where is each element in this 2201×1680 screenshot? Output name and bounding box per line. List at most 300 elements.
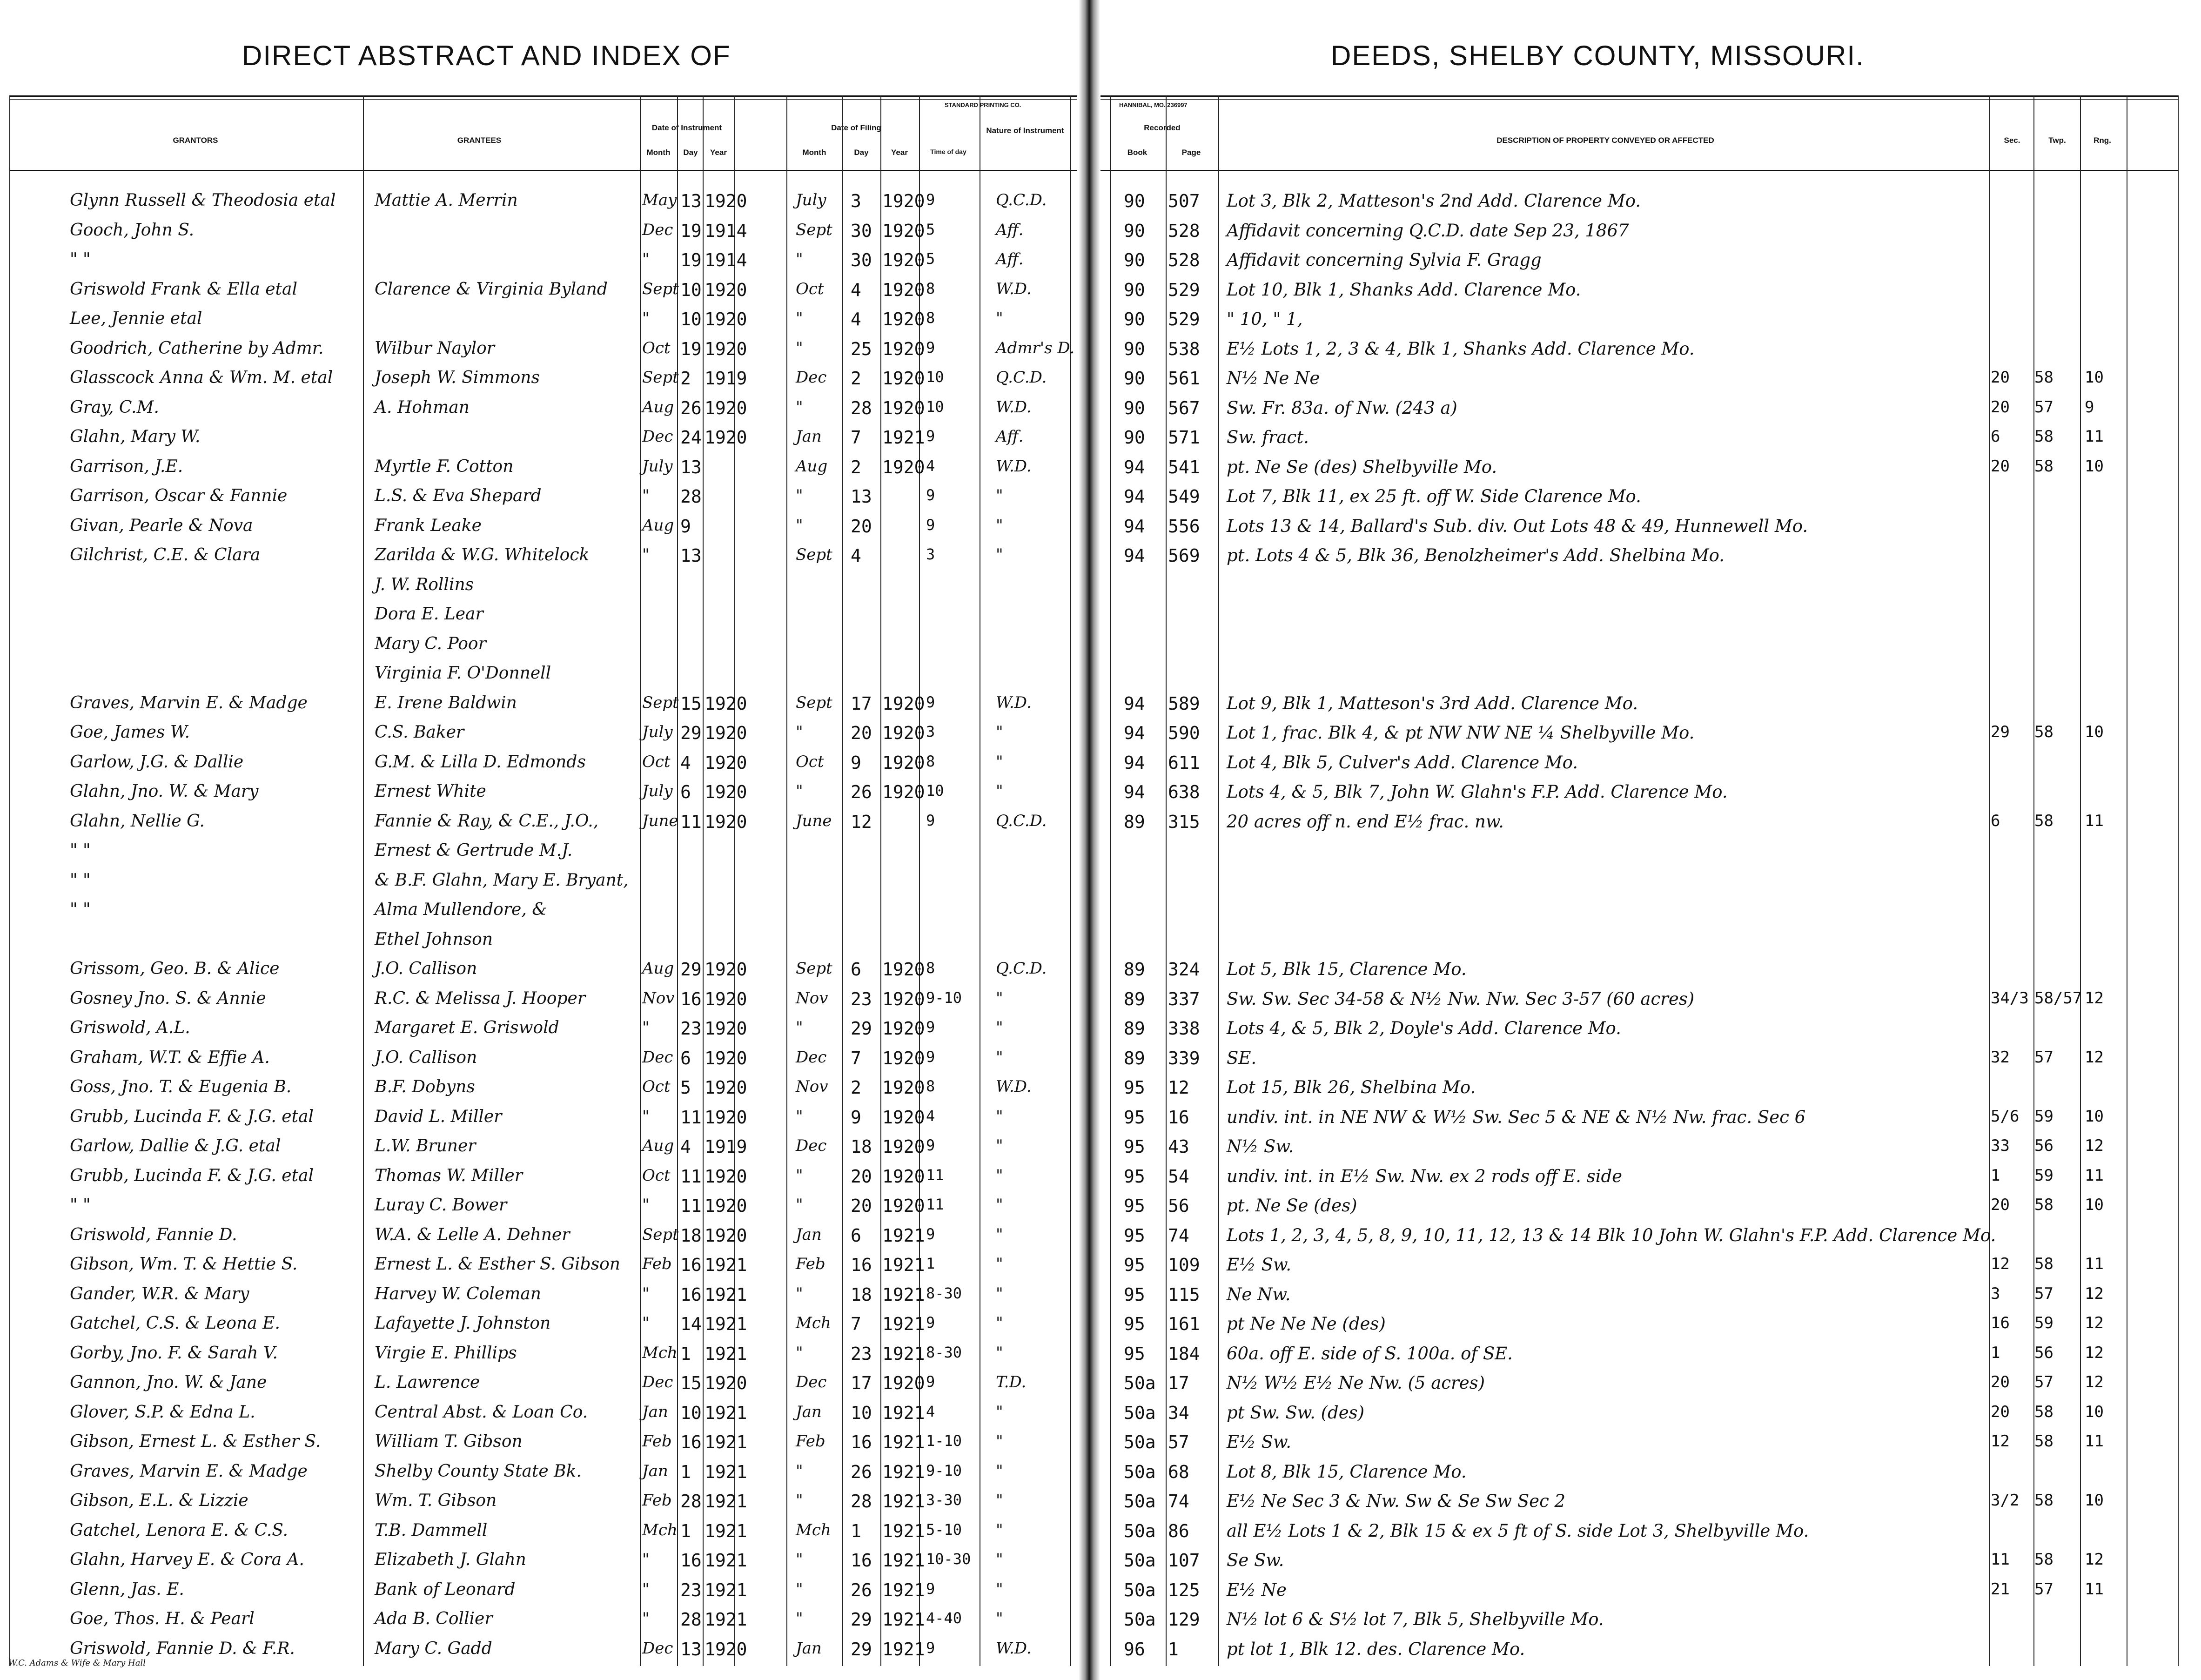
instrument-year-cell: 1920: [705, 427, 747, 448]
grantor-cell: Graves, Marvin E. & Madge: [70, 693, 308, 712]
header-page: Page: [1181, 148, 1201, 157]
filing-year-cell: 1921: [882, 1255, 925, 1275]
grantee-cell: Central Abst. & Loan Co.: [375, 1402, 588, 1422]
grantor-cell: Graves, Marvin E. & Madge: [70, 1461, 308, 1481]
book-cell: 94: [1124, 457, 1145, 477]
grantor-cell: Gorby, Jno. F. & Sarah V.: [70, 1343, 278, 1363]
instrument-day-cell: 16: [680, 1255, 702, 1275]
nature-cell: ": [996, 1255, 1003, 1273]
instrument-month-cell: ": [642, 309, 650, 328]
instrument-day-cell: 10: [680, 279, 702, 300]
twp-cell: 58: [2034, 457, 2053, 476]
filing-year-cell: 1920: [882, 309, 925, 329]
twp-cell: 57: [2034, 1048, 2053, 1067]
twp-cell: 56: [2034, 1343, 2053, 1362]
book-cell: 94: [1124, 752, 1145, 773]
instrument-year-cell: 1921: [705, 1550, 747, 1571]
nature-cell: ": [996, 309, 1003, 328]
page-cell: 315: [1168, 811, 1200, 832]
grantor-cell: Grissom, Geo. B. & Alice: [70, 959, 280, 978]
instrument-year-cell: 1921: [705, 1314, 747, 1334]
book-cell: 94: [1124, 782, 1145, 802]
filing-time-cell: 4: [926, 457, 935, 475]
instrument-day-cell: 13: [680, 191, 702, 211]
instrument-day-cell: 19: [680, 250, 702, 270]
nature-cell: ": [996, 1432, 1003, 1451]
grantor-cell: Grubb, Lucinda F. & J.G. etal: [70, 1107, 314, 1126]
description-cell: Sw. Sw. Sec 34-58 & N½ Nw. Nw. Sec 3-57 (60 acres): [1227, 988, 1695, 1009]
grantee-cell: Ernest & Gertrude M.J.: [375, 841, 573, 860]
book-cell: 90: [1124, 427, 1145, 448]
filing-time-cell: 9: [926, 811, 935, 829]
filing-day-cell: 6: [851, 1225, 861, 1246]
page-cell: 589: [1168, 693, 1200, 714]
filing-day-cell: 26: [851, 1579, 872, 1600]
grantee-cell: Frank Leake: [375, 516, 482, 535]
nature-cell: ": [996, 1579, 1003, 1599]
grantee-cell: Luray C. Bower: [375, 1196, 507, 1215]
header-rule-bottom-left: [9, 170, 1077, 171]
grantee-cell: Virginia F. O'Donnell: [375, 664, 551, 683]
instrument-day-cell: 24: [680, 427, 702, 448]
grantor-cell: Glahn, Jno. W. & Mary: [70, 782, 259, 801]
twp-cell: 56: [2034, 1136, 2053, 1155]
nature-cell: Q.C.D.: [996, 368, 1047, 387]
grantor-cell: Gatchel, Lenora E. & C.S.: [70, 1520, 289, 1540]
instrument-year-cell: 1920: [705, 752, 747, 773]
nature-cell: Q.C.D.: [996, 811, 1047, 830]
nature-cell: ": [996, 1609, 1003, 1628]
description-cell: E½ Sw.: [1227, 1432, 1292, 1452]
description-cell: Ne Nw.: [1227, 1284, 1291, 1304]
header-description: DESCRIPTION OF PROPERTY CONVEYED OR AFFECTED: [1496, 136, 1714, 145]
filing-day-cell: 23: [851, 1343, 872, 1364]
instrument-year-cell: 1920: [705, 1196, 747, 1216]
instrument-day-cell: 13: [680, 457, 702, 477]
book-cell: 89: [1124, 1018, 1145, 1039]
instrument-day-cell: 16: [680, 1284, 702, 1305]
filing-month-cell: ": [796, 1609, 803, 1628]
grantor-cell: Garlow, J.G. & Dallie: [70, 752, 244, 772]
description-cell: Lot 1, frac. Blk 4, & pt NW NW NE ¼ Shelbyville Mo.: [1227, 723, 1695, 743]
twp-cell: 58/57: [2034, 988, 2082, 1008]
instrument-day-cell: 15: [680, 1373, 702, 1393]
filing-time-cell: 10: [926, 368, 944, 386]
rng-cell: 11: [2085, 427, 2104, 446]
printer-imprint-right: HANNIBAL, MO. 236997: [1119, 101, 1188, 108]
instrument-month-cell: Feb: [642, 1432, 672, 1451]
instrument-year-cell: 1921: [705, 1579, 747, 1600]
instrument-month-cell: May: [642, 191, 677, 209]
filing-day-cell: 18: [851, 1284, 872, 1305]
nature-cell: W.D.: [996, 279, 1032, 298]
twp-cell: 58: [2034, 1402, 2053, 1421]
rng-cell: 12: [2085, 1284, 2104, 1303]
instrument-month-cell: ": [642, 1550, 650, 1569]
grantee-cell: C.S. Baker: [375, 723, 464, 742]
instrument-year-cell: 1920: [705, 693, 747, 714]
grantor-cell: Gibson, Ernest L. & Esther S.: [70, 1432, 321, 1451]
nature-cell: ": [996, 988, 1003, 1008]
filing-month-cell: ": [796, 1491, 803, 1510]
instrument-year-cell: 1920: [705, 1107, 747, 1128]
filing-month-cell: ": [796, 1343, 803, 1362]
description-cell: undiv. int. in E½ Sw. Nw. ex 2 rods off E. side: [1227, 1166, 1623, 1186]
instrument-month-cell: Oct: [642, 752, 671, 771]
column-divider: [1110, 95, 1111, 1666]
grantor-cell: Gilchrist, C.E. & Clara: [70, 545, 261, 564]
nature-cell: ": [996, 1461, 1003, 1480]
book-cell: 95: [1124, 1136, 1145, 1157]
grantor-cell: Gatchel, C.S. & Leona E.: [70, 1314, 280, 1333]
description-cell: Lot 7, Blk 11, ex 25 ft. off W. Side Clarence Mo.: [1227, 486, 1641, 506]
filing-time-cell: 1: [926, 1255, 935, 1272]
grantee-cell: Bank of Leonard: [375, 1579, 516, 1599]
grantee-cell: William T. Gibson: [375, 1432, 523, 1451]
nature-cell: ": [996, 1402, 1003, 1421]
instrument-year-cell: 1920: [705, 811, 747, 832]
nature-cell: ": [996, 1225, 1003, 1244]
description-cell: pt Ne Ne Ne (des): [1227, 1314, 1386, 1334]
instrument-day-cell: 10: [680, 309, 702, 329]
filing-time-cell: 8: [926, 959, 935, 977]
rng-cell: 10: [2085, 1196, 2104, 1214]
twp-cell: 58: [2034, 811, 2053, 830]
page-cell: 56: [1168, 1196, 1189, 1216]
filing-day-cell: 30: [851, 250, 872, 270]
grantee-cell: Clarence & Virginia Byland: [375, 279, 608, 299]
grantor-cell: Goodrich, Catherine by Admr.: [70, 338, 324, 358]
sec-cell: 12: [1991, 1432, 2010, 1451]
filing-day-cell: 16: [851, 1550, 872, 1571]
column-divider: [880, 95, 881, 1666]
grantee-cell: L.W. Bruner: [375, 1136, 476, 1156]
instrument-year-cell: 1921: [705, 1432, 747, 1452]
column-divider: [786, 95, 787, 1666]
instrument-day-cell: 28: [680, 486, 702, 507]
grantee-cell: L. Lawrence: [375, 1373, 480, 1392]
header-inst-month: Month: [646, 148, 671, 157]
grantor-cell: Glahn, Harvey E. & Cora A.: [70, 1550, 304, 1569]
nature-cell: ": [996, 782, 1003, 800]
instrument-day-cell: 29: [680, 959, 702, 980]
twp-cell: 58: [2034, 1491, 2053, 1510]
instrument-day-cell: 1: [680, 1520, 691, 1541]
grantee-cell: A. Hohman: [375, 397, 470, 417]
nature-cell: ": [996, 1520, 1003, 1539]
grantee-cell: Ada B. Collier: [375, 1609, 493, 1628]
filing-year-cell: 1920: [882, 723, 925, 743]
book-cell: 90: [1124, 368, 1145, 389]
filing-time-cell: 4-40: [926, 1609, 962, 1627]
nature-cell: Admr's D.: [996, 338, 1075, 357]
grantor-cell: Glahn, Mary W.: [70, 427, 201, 446]
filing-month-cell: Mch: [796, 1520, 831, 1539]
header-date-instrument: Date of Instrument: [651, 123, 722, 132]
grantee-cell: J. W. Rollins: [375, 575, 474, 594]
grantor-cell: Glenn, Jas. E.: [70, 1579, 184, 1599]
instrument-day-cell: 10: [680, 1402, 702, 1423]
nature-cell: ": [996, 1166, 1003, 1185]
grantee-cell: Shelby County State Bk.: [375, 1461, 582, 1481]
sec-cell: 11: [1991, 1550, 2010, 1569]
rng-cell: 11: [2085, 1432, 2104, 1451]
sec-cell: 20: [1991, 1402, 2010, 1421]
header-twp: Twp.: [2048, 136, 2066, 145]
filing-day-cell: 9: [851, 752, 861, 773]
description-cell: E½ Lots 1, 2, 3 & 4, Blk 1, Shanks Add. Clarence Mo.: [1227, 338, 1695, 359]
filing-month-cell: Sept: [796, 220, 832, 239]
page-cell: 538: [1168, 338, 1200, 359]
instrument-month-cell: Dec: [642, 1373, 673, 1391]
sec-cell: 12: [1991, 1255, 2010, 1273]
rng-cell: 11: [2085, 1166, 2104, 1185]
filing-time-cell: 10-30: [926, 1550, 971, 1568]
column-divider: [703, 95, 704, 1666]
filing-time-cell: 9: [926, 693, 935, 711]
filing-month-cell: Nov: [796, 1077, 828, 1096]
filing-time-cell: 11: [926, 1166, 944, 1184]
twp-cell: 58: [2034, 1255, 2053, 1273]
sec-cell: 3: [1991, 1284, 2000, 1303]
book-gutter: [1079, 0, 1100, 1680]
instrument-month-cell: Sept: [642, 368, 679, 387]
right-page-title: DEEDS, SHELBY COUNTY, MISSOURI.: [1331, 40, 1865, 71]
sec-cell: 1: [1991, 1166, 2000, 1185]
filing-time-cell: 1-10: [926, 1432, 962, 1450]
description-cell: Lots 4, & 5, Blk 7, John W. Glahn's F.P. Add. Clarence Mo.: [1227, 782, 1728, 802]
instrument-day-cell: 11: [680, 1196, 702, 1216]
page-cell: 638: [1168, 782, 1200, 802]
instrument-year-cell: 1921: [705, 1255, 747, 1275]
description-cell: " 10, " 1,: [1227, 309, 1303, 329]
book-cell: 90: [1124, 250, 1145, 270]
description-cell: Lot 5, Blk 15, Clarence Mo.: [1227, 959, 1467, 979]
grantor-cell: Goe, James W.: [70, 723, 190, 742]
filing-time-cell: 8: [926, 752, 935, 770]
instrument-year-cell: 1920: [705, 1639, 747, 1660]
filing-time-cell: 9-10: [926, 1461, 962, 1479]
instrument-day-cell: 6: [680, 782, 691, 802]
nature-cell: Aff.: [996, 220, 1024, 239]
header-rng: Rng.: [2094, 136, 2111, 145]
grantor-cell: " ": [70, 841, 91, 860]
book-cell: 95: [1124, 1166, 1145, 1187]
filing-year-cell: 1921: [882, 1314, 925, 1334]
filing-time-cell: 5: [926, 250, 935, 268]
instrument-month-cell: Nov: [642, 988, 675, 1008]
instrument-year-cell: 1914: [705, 220, 747, 241]
grantee-cell: Harvey W. Coleman: [375, 1284, 541, 1304]
page-cell: 34: [1168, 1402, 1189, 1423]
page-cell: 129: [1168, 1609, 1200, 1630]
twp-cell: 58: [2034, 1432, 2053, 1451]
sec-cell: 20: [1991, 1373, 2010, 1391]
filing-day-cell: 17: [851, 693, 872, 714]
filing-day-cell: 1: [851, 1520, 861, 1541]
instrument-day-cell: 16: [680, 1432, 702, 1452]
filing-year-cell: 1920: [882, 368, 925, 389]
grantee-cell: Dora E. Lear: [375, 605, 483, 624]
book-cell: 50a: [1124, 1491, 1156, 1512]
grantor-cell: " ": [70, 870, 91, 890]
filing-year-cell: 1920: [882, 191, 925, 211]
column-divider: [919, 95, 920, 1666]
nature-cell: ": [996, 1491, 1003, 1510]
header-rule-top-right: [1100, 95, 2178, 97]
page-cell: 571: [1168, 427, 1200, 448]
grantee-cell: Lafayette J. Johnston: [375, 1314, 551, 1333]
book-cell: 90: [1124, 309, 1145, 329]
grantor-cell: Griswold, A.L.: [70, 1018, 190, 1037]
grantor-cell: Graham, W.T. & Effie A.: [70, 1048, 270, 1067]
instrument-month-cell: Mch: [642, 1343, 678, 1362]
page-cell: 74: [1168, 1225, 1189, 1246]
twp-cell: 59: [2034, 1107, 2053, 1126]
instrument-year-cell: 1921: [705, 1609, 747, 1630]
filing-day-cell: 7: [851, 1314, 861, 1334]
column-divider: [9, 95, 10, 1666]
instrument-day-cell: 14: [680, 1314, 702, 1334]
book-cell: 95: [1124, 1196, 1145, 1216]
filing-month-cell: Sept: [796, 693, 832, 712]
instrument-year-cell: 1921: [705, 1343, 747, 1364]
grantee-cell: L.S. & Eva Shepard: [375, 486, 542, 505]
header-grantees: GRANTEES: [457, 136, 502, 145]
filing-year-cell: 1920: [882, 1136, 925, 1157]
grantee-cell: Wilbur Naylor: [375, 338, 495, 358]
header-rule-top-right-thin: [1100, 99, 2178, 100]
book-cell: 90: [1124, 397, 1145, 418]
column-divider: [1989, 95, 1990, 1666]
nature-cell: ": [996, 1314, 1003, 1332]
filing-year-cell: 1920: [882, 397, 925, 418]
rng-cell: 12: [2085, 1314, 2104, 1332]
instrument-month-cell: Feb: [642, 1491, 672, 1510]
instrument-month-cell: Oct: [642, 1077, 671, 1096]
rng-cell: 12: [2085, 1550, 2104, 1569]
nature-cell: ": [996, 1343, 1003, 1362]
instrument-year-cell: 1914: [705, 250, 747, 270]
instrument-year-cell: 1921: [705, 1491, 747, 1512]
filing-time-cell: 9-10: [926, 988, 962, 1007]
instrument-month-cell: Aug: [642, 516, 674, 535]
filing-month-cell: Jan: [796, 1639, 822, 1658]
sec-cell: 6: [1991, 427, 2000, 446]
instrument-year-cell: 1920: [705, 1018, 747, 1039]
instrument-year-cell: 1920: [705, 1048, 747, 1068]
grantee-cell: & B.F. Glahn, Mary E. Bryant,: [375, 870, 629, 890]
grantor-cell: Glover, S.P. & Edna L.: [70, 1402, 255, 1422]
description-cell: E½ Ne: [1227, 1579, 1287, 1600]
page-cell: 43: [1168, 1136, 1189, 1157]
grantor-cell: Givan, Pearle & Nova: [70, 516, 253, 535]
filing-time-cell: 9: [926, 1018, 935, 1036]
page-cell: 68: [1168, 1461, 1189, 1482]
page-cell: 338: [1168, 1018, 1200, 1039]
instrument-month-cell: ": [642, 1284, 650, 1303]
sec-cell: 5/6: [1991, 1107, 2020, 1126]
filing-year-cell: 1921: [882, 427, 925, 448]
page-cell: 324: [1168, 959, 1200, 980]
filing-year-cell: 1920: [882, 338, 925, 359]
twp-cell: 59: [2034, 1314, 2053, 1332]
rng-cell: 10: [2085, 457, 2104, 476]
book-cell: 95: [1124, 1225, 1145, 1246]
filing-time-cell: 9: [926, 486, 935, 504]
page-cell: 528: [1168, 250, 1200, 270]
grantor-cell: Gander, W.R. & Mary: [70, 1284, 249, 1304]
twp-cell: 58: [2034, 723, 2053, 741]
filing-year-cell: 1921: [882, 1579, 925, 1600]
sec-cell: 21: [1991, 1579, 2010, 1599]
instrument-day-cell: 6: [680, 1048, 691, 1068]
rng-cell: 12: [2085, 1373, 2104, 1391]
filing-year-cell: 1920: [882, 279, 925, 300]
description-cell: Lot 4, Blk 5, Culver's Add. Clarence Mo.: [1227, 752, 1578, 773]
page-cell: 507: [1168, 191, 1200, 211]
rng-cell: 11: [2085, 1255, 2104, 1273]
header-sec: Sec.: [2004, 136, 2020, 145]
description-cell: N½ W½ E½ Ne Nw. (5 acres): [1227, 1373, 1485, 1393]
filing-month-cell: ": [796, 1461, 803, 1480]
instrument-year-cell: 1919: [705, 1136, 747, 1157]
page-cell: 17: [1168, 1373, 1189, 1393]
filing-month-cell: ": [796, 1107, 803, 1126]
nature-cell: T.D.: [996, 1373, 1027, 1391]
description-cell: Lots 13 & 14, Ballard's Sub. div. Out Lots 48 & 49, Hunnewell Mo.: [1227, 516, 1808, 536]
grantor-cell: Garrison, Oscar & Fannie: [70, 486, 288, 505]
twp-cell: 58: [2034, 1196, 2053, 1214]
sec-cell: 6: [1991, 811, 2000, 830]
nature-cell: ": [996, 1550, 1003, 1569]
instrument-day-cell: 11: [680, 1107, 702, 1128]
header-date-filing: Date of Filing: [831, 123, 881, 132]
book-cell: 94: [1124, 516, 1145, 537]
page-cell: 109: [1168, 1255, 1200, 1275]
column-divider: [2080, 95, 2081, 1666]
filing-time-cell: 8: [926, 279, 935, 297]
page-cell: 590: [1168, 723, 1200, 743]
filing-month-cell: Jan: [796, 1402, 822, 1421]
page-cell: 528: [1168, 220, 1200, 241]
filing-day-cell: 6: [851, 959, 861, 980]
filing-time-cell: 9: [926, 338, 935, 356]
grantor-cell: Glynn Russell & Theodosia etal: [70, 191, 336, 210]
instrument-day-cell: 9: [680, 516, 691, 537]
ledger-footnote: W.C. Adams & Wife & Mary Hall: [8, 1658, 146, 1668]
description-cell: 20 acres off n. end E½ frac. nw.: [1227, 811, 1504, 832]
instrument-day-cell: 23: [680, 1018, 702, 1039]
filing-year-cell: 1920: [882, 1107, 925, 1128]
instrument-month-cell: ": [642, 1018, 650, 1037]
nature-cell: ": [996, 1048, 1003, 1067]
filing-month-cell: Feb: [796, 1432, 825, 1451]
instrument-day-cell: 1: [680, 1343, 691, 1364]
filing-day-cell: 25: [851, 338, 872, 359]
nature-cell: ": [996, 723, 1003, 741]
grantor-cell: Goss, Jno. T. & Eugenia B.: [70, 1077, 292, 1096]
description-cell: Lot 9, Blk 1, Matteson's 3rd Add. Clarence Mo.: [1227, 693, 1638, 713]
filing-month-cell: Sept: [796, 545, 832, 564]
filing-day-cell: 26: [851, 1461, 872, 1482]
filing-day-cell: 4: [851, 279, 861, 300]
filing-year-cell: 1921: [882, 1432, 925, 1452]
grantor-cell: Gannon, Jno. W. & Jane: [70, 1373, 267, 1392]
column-divider: [1166, 95, 1167, 1666]
filing-year-cell: 1920: [882, 693, 925, 714]
instrument-year-cell: 1920: [705, 279, 747, 300]
